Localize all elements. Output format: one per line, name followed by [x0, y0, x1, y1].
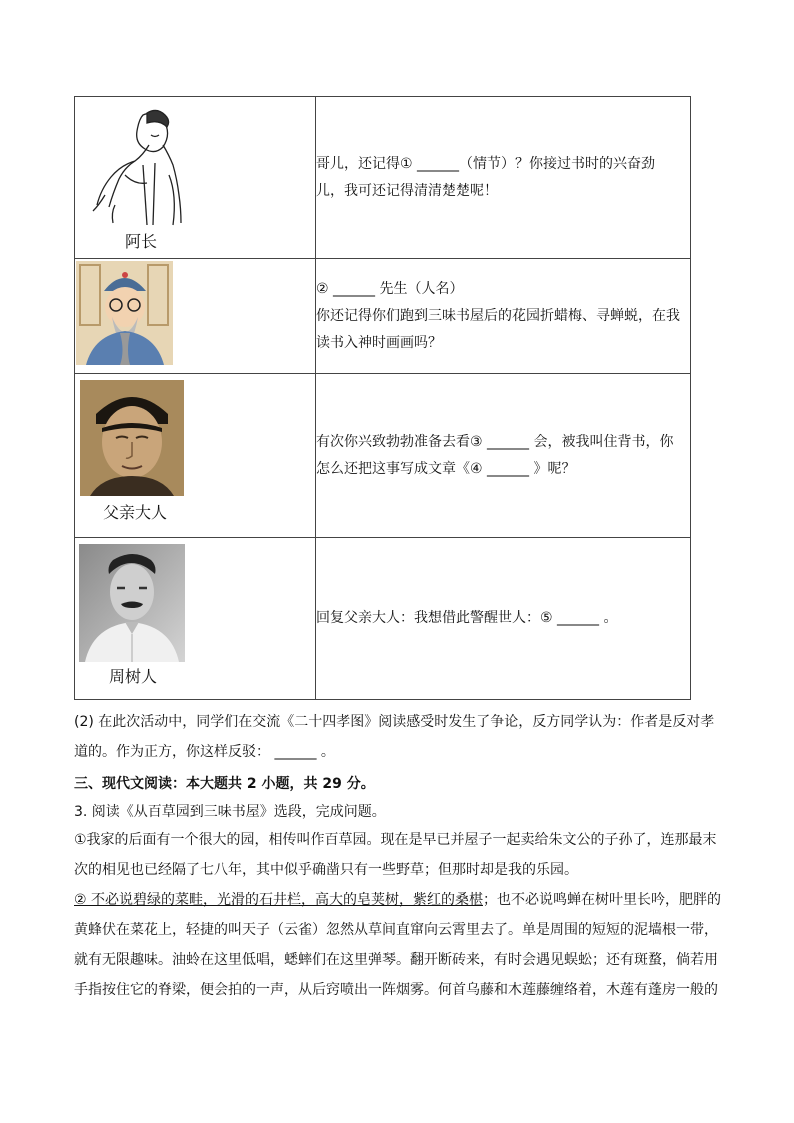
teacher-cartoon-image — [76, 261, 173, 365]
portrait-caption: 周树人 — [109, 667, 158, 686]
portrait-cell — [75, 538, 316, 700]
passage-line: 手指按住它的脊梁，便会拍的一声，从后窍喷出一阵烟雾。何首乌藤和木莲藤缠络着，木莲有蓬房一般的 — [74, 982, 718, 998]
portrait-caption: 父亲大人 — [103, 503, 168, 522]
underlined-sentence: ② 不必说碧绿的菜畦，光滑的石井栏，高大的皂荚树，紫红的桑椹 — [74, 892, 483, 908]
dialog-cell — [316, 259, 691, 374]
portrait-caption: 阿长 — [125, 232, 158, 251]
section-3 — [74, 770, 724, 1004]
table-row — [75, 259, 691, 374]
dialog-line: 怎么还把这事写成文章《④ ______ 》呢？ — [316, 460, 576, 477]
q2-line: 道的。作为正方，你这样反驳： ______ 。 — [74, 744, 335, 760]
passage-paragraph-2 — [74, 886, 724, 914]
passage-line: 就有无限趣味。油蛉在这里低唱，蟋蟀们在这里弹琴。翻开断砖来，有时会遇见蜈蚣；还有斑蝥，倘若用 — [74, 952, 718, 968]
table-row — [75, 374, 691, 538]
lu-xun-photo-image — [79, 544, 185, 662]
dialog-line: 回复父亲大人：我想借此警醒世人：⑤ ______ 。 — [316, 610, 618, 626]
dialog-cell — [316, 374, 691, 538]
portrait-cell — [75, 374, 316, 538]
passage-text: ；也不必说鸣蝉在树叶里长吟，肥胖的 — [483, 892, 721, 908]
question-3-intro: 3. 阅读《从百草园到三味书屋》选段，完成问题。 — [74, 804, 386, 820]
q2-line: (2) 在此次活动中，同学们在交流《二十四孝图》阅读感受时发生了争论，反方同学认为：作者是反对孝 — [74, 714, 715, 730]
father-portrait-image — [80, 380, 184, 496]
passage-paragraph-1: ①我家的后面有一个很大的园，相传叫作百草园。现在是早已并屋子一起卖给朱文公的子孙了，连那最末 — [74, 832, 717, 848]
dialog-line: 儿，我可还记得清清楚楚呢！ — [316, 182, 498, 199]
dialog-cell — [316, 97, 691, 259]
question-2 — [74, 708, 724, 766]
dialog-line: 读书入神时画画吗？ — [316, 334, 442, 351]
character-table — [74, 96, 691, 700]
portrait-cell — [75, 259, 316, 374]
section-heading: 三、现代文阅读：本大题共 2 小题，共 29 分。 — [74, 776, 375, 792]
table-row — [75, 97, 691, 259]
passage-paragraph-1-cont: 次的相见也已经隔了七八年，其中似乎确凿只有一些野草；但那时却是我的乐园。 — [74, 862, 578, 878]
dialog-line: ② ______ 先生（人名） — [316, 280, 464, 297]
dialog-cell — [316, 538, 691, 700]
dialog-line: 有次你兴致勃勃准备去看③ ______ 会，被我叫住背书，你 — [316, 433, 674, 450]
passage-line: 黄蜂伏在菜花上，轻捷的叫天子（云雀）忽然从草间直窜向云霄里去了。单是周围的短短的泥墙根一带， — [74, 922, 718, 938]
a-chang-sketch-image — [85, 105, 195, 227]
table-row — [75, 538, 691, 700]
dialog-line: 你还记得你们跑到三味书屋后的花园折蜡梅、寻蝉蜕，在我 — [316, 307, 680, 324]
dialog-line: 哥儿，还记得① ______（情节）？你接过书时的兴奋劲 — [316, 155, 655, 172]
portrait-cell — [75, 97, 316, 259]
